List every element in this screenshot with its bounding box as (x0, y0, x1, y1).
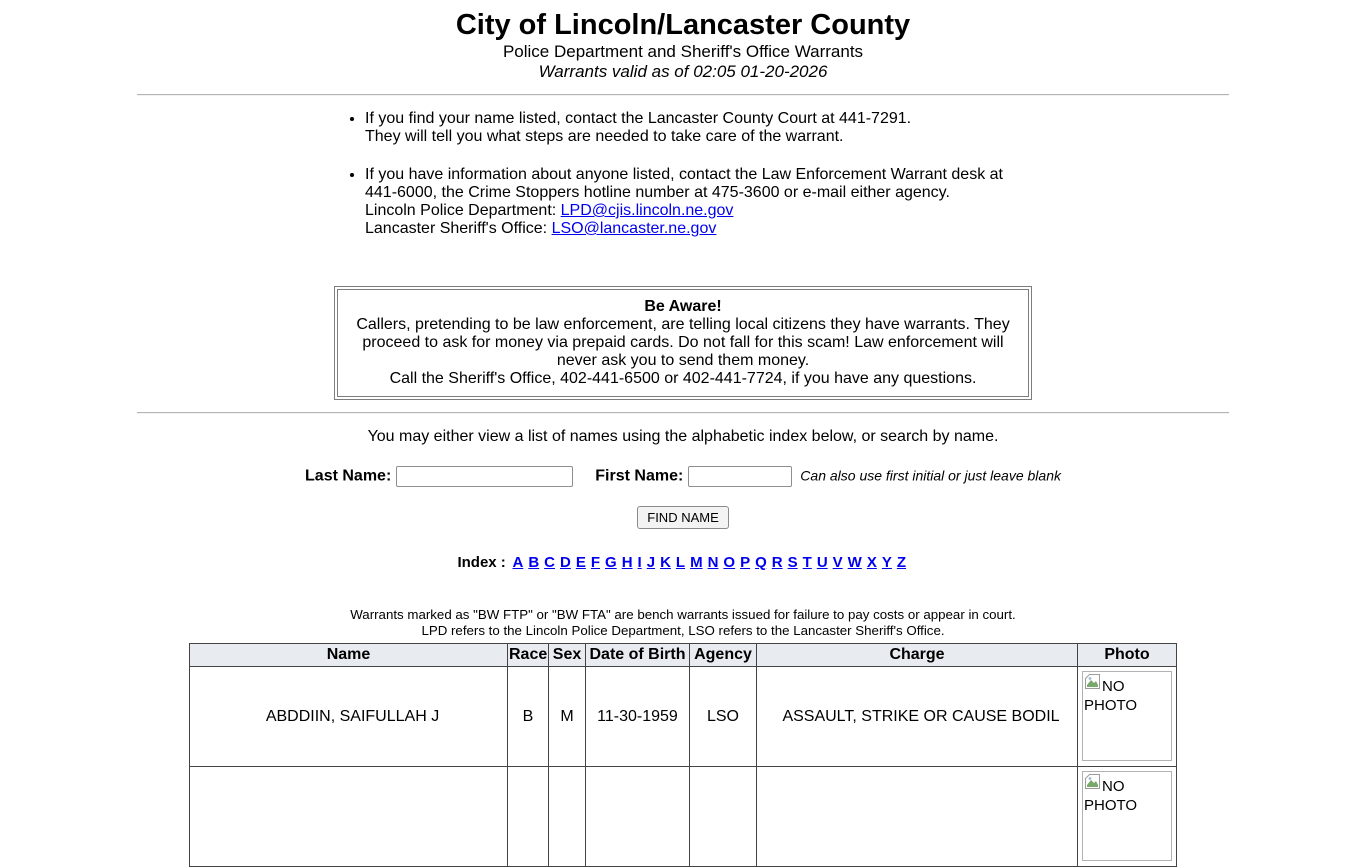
lpd-label: Lincoln Police Department: (365, 202, 561, 219)
index-letter-f[interactable]: F (590, 554, 601, 571)
no-photo-text: NO PHOTO (1084, 778, 1138, 814)
info-bullet-contact: • If you have information about anyone listed, contact the Law Enforcement Warrant desk at 441-6000, the Crime Stoppers hotline number at 475-3600 or e-mail either agency. Lincoln Police Department: LPD@cjis.lincoln.ne.gov Lancaster Sheriff's Office: LSO@lancaster.ne.gov (365, 166, 1019, 238)
warrants-table (189, 643, 1177, 867)
first-name-label: First Name: (595, 467, 684, 485)
index-letter-p[interactable]: P (740, 554, 751, 571)
alphabetic-index (0, 554, 1366, 571)
cell-charge: ASSAULT, STRIKE OR CAUSE BODIL (757, 667, 1078, 767)
last-name-input[interactable] (396, 466, 573, 487)
cell-photo (1078, 667, 1177, 767)
page-title: City of Lincoln/Lancaster County (455, 9, 911, 41)
index-letter-i[interactable]: I (637, 554, 642, 571)
index-letter-m[interactable]: M (690, 554, 703, 571)
index-letter-o[interactable]: O (723, 554, 736, 571)
lso-label: Lancaster Sheriff's Office: (365, 220, 552, 237)
last-name-label: Last Name: (305, 467, 392, 485)
be-aware-body: Callers, pretending to be law enforcement, are telling local citizens they have warrants. They proceed to ask for money via prepaid cards. Do not fall for this scam! Law enforcement will never ask you to send them money. (356, 316, 1010, 369)
cell-dob: 11-30-1959 (586, 667, 690, 767)
index-letter-g[interactable]: G (605, 554, 617, 571)
lso-email-link[interactable]: LSO@lancaster.ne.gov (551, 220, 717, 237)
index-letter-l[interactable]: L (675, 554, 686, 571)
warrants-valid-timestamp: Warrants valid as of 02:05 01-20-2026 (538, 62, 828, 81)
name-search-form (0, 466, 1366, 487)
be-aware-title: Be Aware! (644, 298, 722, 315)
header-dob: Date of Birth (586, 644, 690, 667)
index-letter-u[interactable]: U (816, 554, 828, 571)
info-bullet-court: • If you find your name listed, contact the Lancaster County Court at 441-7291. They will tell you what steps are needed to take care of the warrant. (365, 110, 1019, 146)
cell-sex: M (549, 667, 586, 767)
index-letter-e[interactable]: E (575, 554, 586, 571)
cell-charge (757, 767, 1078, 867)
header-race: Race (508, 644, 549, 667)
cell-photo (1078, 767, 1177, 867)
index-letter-q[interactable]: Q (755, 554, 767, 571)
cell-race: B (508, 667, 549, 767)
cell-name (190, 767, 508, 867)
index-letter-n[interactable]: N (707, 554, 719, 571)
cell-sex (549, 767, 586, 867)
index-letter-z[interactable]: Z (896, 554, 907, 571)
table-row (190, 767, 1177, 867)
index-letter-x[interactable]: X (866, 554, 877, 571)
index-letter-t[interactable]: T (802, 554, 812, 571)
be-aware-box (334, 286, 1032, 400)
broken-image-icon (1084, 673, 1101, 695)
be-aware-footer: Call the Sheriff's Office, 402-441-6500 or 402-441-7724, if you have any questions. (389, 370, 977, 387)
index-letter-j[interactable]: J (646, 554, 656, 571)
header-sex: Sex (549, 644, 586, 667)
index-letter-a[interactable]: A (512, 554, 524, 571)
index-letter-d[interactable]: D (560, 554, 571, 571)
cell-agency (690, 767, 757, 867)
search-instructions: You may either view a list of names using the alphabetic index below, or search by name. (367, 428, 999, 445)
page-subtitle: Police Department and Sheriff's Office Warrants (502, 42, 864, 61)
cell-name: ABDDIIN, SAIFULLAH J (190, 667, 508, 767)
index-letter-v[interactable]: V (832, 554, 843, 571)
find-name-button[interactable]: FIND NAME (637, 506, 729, 529)
index-letter-r[interactable]: R (771, 554, 783, 571)
index-letter-c[interactable]: C (544, 554, 555, 571)
index-label: Index : (457, 554, 506, 571)
broken-image-icon (1084, 773, 1101, 795)
header-agency: Agency (690, 644, 757, 667)
divider-middle (137, 412, 1230, 414)
cell-dob (586, 767, 690, 867)
first-name-hint: Can also use first initial or just leave blank (800, 467, 1061, 484)
header-charge: Charge (757, 644, 1078, 667)
index-letter-h[interactable]: H (621, 554, 633, 571)
index-letter-w[interactable]: W (847, 554, 862, 571)
table-notes (0, 607, 1366, 638)
first-name-input[interactable] (688, 466, 792, 487)
no-photo-placeholder (1082, 771, 1172, 861)
index-letter-y[interactable]: Y (881, 554, 892, 571)
note-bench-warrants: Warrants marked as "BW FTP" or "BW FTA" are bench warrants issued for failure to pay costs or appear in court. (350, 607, 1016, 622)
index-letter-s[interactable]: S (787, 554, 798, 571)
header-name: Name (190, 644, 508, 667)
no-photo-text: NO PHOTO (1084, 678, 1138, 714)
no-photo-placeholder (1082, 671, 1172, 761)
table-header-row (190, 644, 1177, 667)
index-letter-k[interactable]: K (660, 554, 671, 571)
index-letter-b[interactable]: B (528, 554, 540, 571)
cell-race (508, 767, 549, 867)
info-bullet-list (347, 110, 1019, 258)
divider-top (137, 94, 1230, 96)
table-row (190, 667, 1177, 767)
cell-agency: LSO (690, 667, 757, 767)
header-photo: Photo (1078, 644, 1177, 667)
note-agency-abbrev: LPD refers to the Lincoln Police Department, LSO refers to the Lancaster Sheriff's Office. (421, 622, 945, 638)
lpd-email-link[interactable]: LPD@cjis.lincoln.ne.gov (560, 202, 734, 219)
